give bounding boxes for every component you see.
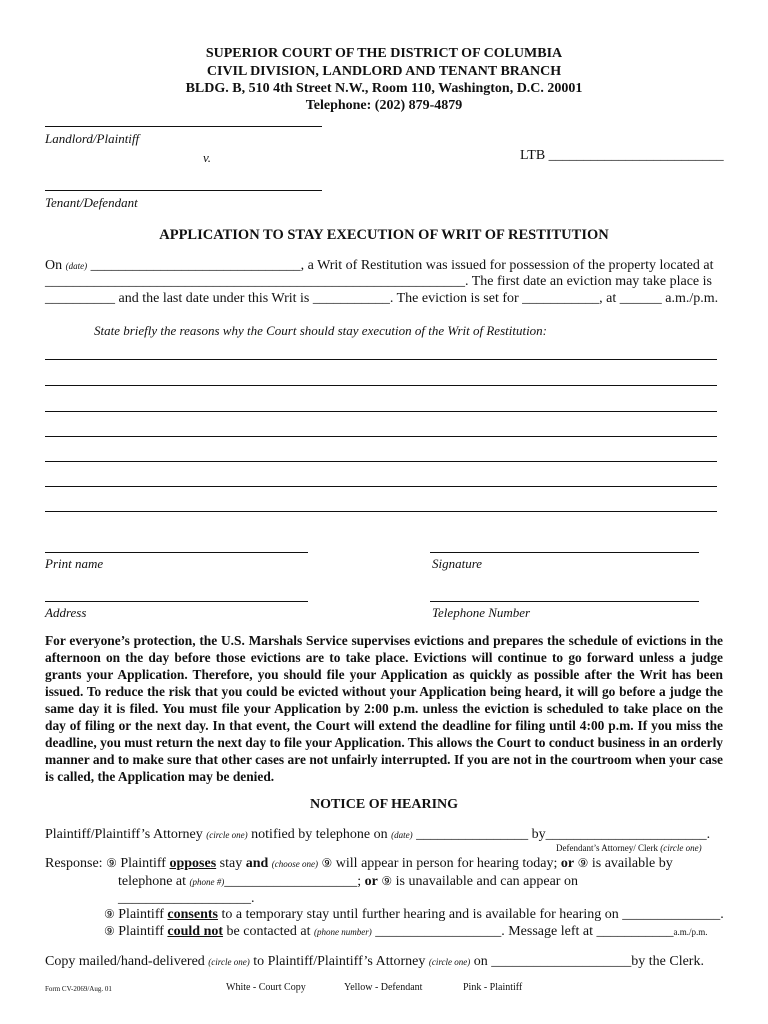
appear-in-person-text: will appear in person for hearing today; <box>335 856 558 871</box>
consents-rest-text[interactable]: to a temporary stay until further hearing and is available for hearing on ______________. <box>221 907 724 922</box>
ltb-field[interactable] <box>520 148 724 164</box>
response-line-2 <box>118 874 578 890</box>
circle-one-hint: (circle one) <box>206 830 248 840</box>
circle-one-hint: (circle one) <box>428 957 471 967</box>
plaintiff-text: Plaintiff <box>118 924 164 939</box>
writ-line-1-text[interactable]: ______________________________, a Writ of Restitution was issued for possession of the property located at <box>90 258 714 273</box>
reasons-instruction: State briefly the reasons why the Court should stay execution of the Writ of Restitution: <box>94 323 548 338</box>
defendant-label: Tenant/Defendant <box>45 195 138 210</box>
writ-line-1 <box>45 258 714 274</box>
plaintiff-attorney-text[interactable]: Plaintiff/Plaintiff’s Attorney <box>45 827 203 842</box>
stay-text: stay <box>219 856 243 871</box>
yellow-copy-label: Yellow - Defendant <box>344 982 423 993</box>
appear-date-blank[interactable]: ___________________. <box>118 891 255 906</box>
defendant-attorney-clerk-text[interactable]: Defendant’s Attorney/ Clerk <box>556 843 658 853</box>
writ-line-3[interactable]: __________ and the last date under this Writ is ___________. The eviction is set for ___________, at ______ a.m./p.m. <box>45 291 719 306</box>
division-name: CIVIL DIVISION, LANDLORD AND TENANT BRANCH <box>206 64 562 79</box>
signature-line[interactable] <box>430 552 699 553</box>
bullet-icon[interactable]: ⑨ <box>381 874 393 888</box>
bullet-icon[interactable]: ⑨ <box>104 907 115 921</box>
bullet-icon[interactable]: ⑨ <box>577 856 589 870</box>
notified-blanks[interactable]: ________________ by_______________________. <box>416 827 711 842</box>
phone-number-hint: (phone number) <box>313 927 372 937</box>
date-hint: (date) <box>65 261 88 271</box>
notice-of-hearing-title: NOTICE OF HEARING <box>309 797 459 812</box>
address-label: Address <box>45 605 87 620</box>
signature-label: Signature <box>432 556 483 571</box>
plaintiff-label: Landlord/Plaintiff <box>45 131 140 146</box>
plaintiff-text: Plaintiff <box>118 907 164 922</box>
print-name-label: Print name <box>45 556 104 571</box>
am-pm-label: a.m./p.m. <box>673 927 708 937</box>
writ-line-2[interactable]: ____________________________________________________________. The first date an eviction may take place is <box>45 274 712 289</box>
available-by-text: is available by <box>591 856 673 871</box>
or-text: or <box>560 856 575 871</box>
could-not-text: could not <box>167 924 224 939</box>
bullet-icon[interactable]: ⑨ <box>106 856 117 870</box>
telephone-at-text: telephone at <box>118 874 187 889</box>
form-number: Form CV-2069/Aug. 01 <box>45 985 112 993</box>
notified-line <box>45 827 710 843</box>
phone-blank[interactable]: ___________________; <box>224 874 362 889</box>
pink-copy-label: Pink - Plaintiff <box>463 982 523 993</box>
court-telephone: Telephone: (202) 879-4879 <box>305 98 463 113</box>
ltb-label: LTB <box>520 148 546 163</box>
print-name-line[interactable] <box>45 552 308 553</box>
bullet-icon[interactable]: ⑨ <box>104 924 115 938</box>
plaintiff-attorney-text[interactable]: to Plaintiff/Plaintiff’s Attorney <box>253 954 426 969</box>
white-copy-label: White - Court Copy <box>226 982 306 993</box>
or-text: or <box>364 874 378 889</box>
reason-line[interactable] <box>45 411 717 412</box>
phone-hint: (phone #) <box>189 877 225 887</box>
copy-date-blank[interactable]: on ____________________by the Clerk. <box>473 954 704 969</box>
ltb-blank[interactable]: _________________________ <box>548 148 724 163</box>
choose-one-hint: (choose one) <box>271 859 319 869</box>
copy-mailed-line <box>45 954 704 970</box>
telephone-line[interactable] <box>430 601 699 602</box>
court-address: BLDG. B, 510 4th Street N.W., Room 110, Washington, D.C. 20001 <box>185 81 583 96</box>
opposes-text: opposes <box>169 856 217 871</box>
and-text: and <box>245 856 269 871</box>
defendant-name-line[interactable] <box>45 190 322 191</box>
plaintiff-name-line[interactable] <box>45 126 322 127</box>
address-line[interactable] <box>45 601 308 602</box>
response-line-could-not <box>104 924 707 940</box>
date-hint: (date) <box>391 830 413 840</box>
reason-line[interactable] <box>45 359 717 360</box>
circle-one-hint: (circle one) <box>660 843 702 853</box>
response-label: Response: <box>45 856 103 871</box>
circle-one-hint: (circle one) <box>208 957 250 967</box>
reason-line[interactable] <box>45 511 717 512</box>
versus-label: v. <box>203 150 212 165</box>
unavailable-text: is unavailable and can appear on <box>395 874 578 889</box>
reason-line[interactable] <box>45 486 717 487</box>
reason-line[interactable] <box>45 385 717 386</box>
consents-text: consents <box>167 907 218 922</box>
response-line-consents <box>104 907 724 923</box>
copy-mailed-text: Copy mailed/hand-delivered <box>45 954 205 969</box>
form-title: APPLICATION TO STAY EXECUTION OF WRIT OF RESTITUTION <box>159 227 609 243</box>
contacted-at-text: be contacted at <box>226 924 311 939</box>
plaintiff-text: Plaintiff <box>120 856 166 871</box>
court-name: SUPERIOR COURT OF THE DISTRICT OF COLUMBIA <box>205 46 563 61</box>
reason-line[interactable] <box>45 436 717 437</box>
on-label: On <box>45 258 63 273</box>
marshals-notice: For everyone’s protection, the U.S. Marshals Service supervises evictions and prepares the schedule of evictions in the afternoon on the day before those evictions are to take place. Evictions will continue to go forward unless a judge grants your Application. Therefore, you should file your Application as quickly as possible after the Writ has been issued. To reduce the risk that you could be evicted without your Application being heard, it will go before a judge the same day it is filed. You must file your Application by 2:00 p.m. unless the eviction is scheduled to take place on the day of filing or the next day. In that event, the Court will extend the deadline for filing until 4:00 p.m. If you miss the deadline, you must return the next day to file your Application. This allows the Court to conduct business in an orderly manner and to make sure that other cases are not unfairly interrupted. If you are not in the courtroom when your case is called, the Application may be denied. <box>45 633 723 784</box>
message-left-blanks[interactable]: __________________. Message left at ___________ <box>375 924 674 939</box>
telephone-label: Telephone Number <box>432 605 531 620</box>
reason-line[interactable] <box>45 461 717 462</box>
notified-text: notified by telephone on <box>251 827 388 842</box>
defendant-attorney-clerk-choice[interactable] <box>556 843 702 853</box>
response-line-1 <box>45 856 673 872</box>
bullet-icon[interactable]: ⑨ <box>321 856 333 870</box>
